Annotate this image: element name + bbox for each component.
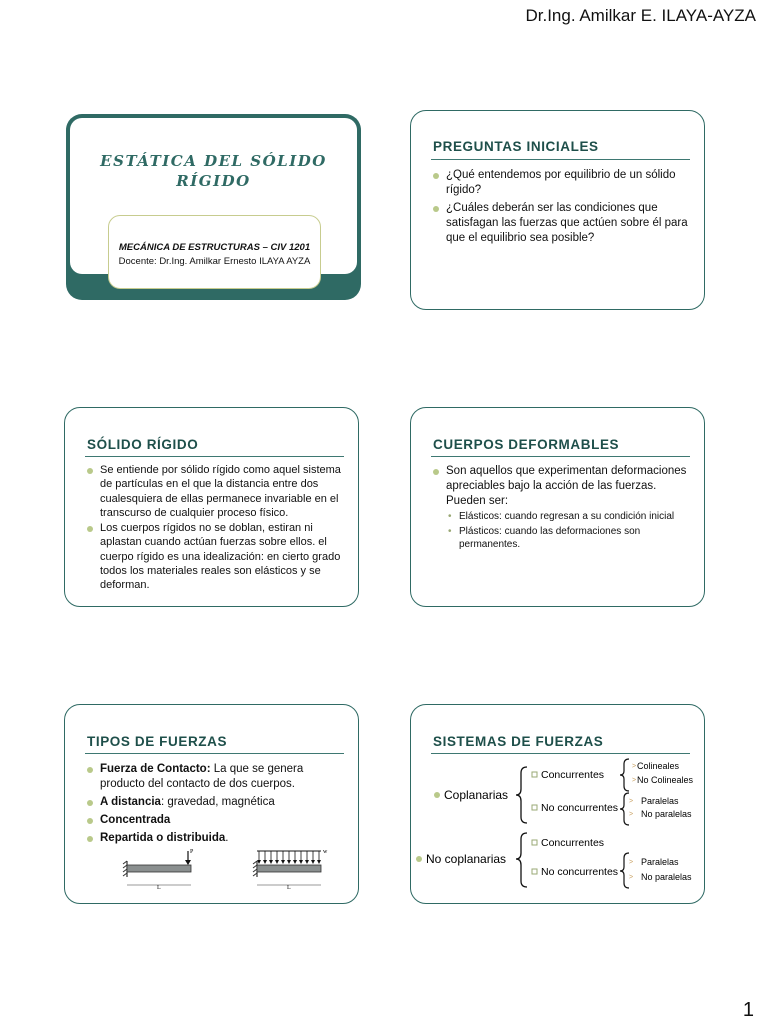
title-divider xyxy=(431,456,690,457)
label-l: L xyxy=(287,885,291,891)
load-arrow-head xyxy=(311,860,315,864)
square-bullet xyxy=(532,772,537,777)
label-no-concurrentes: No concurrentes xyxy=(541,802,619,814)
period: . xyxy=(225,832,229,844)
load-arrow-head xyxy=(299,860,303,864)
wall-support xyxy=(123,861,127,877)
course-name: MECÁNICA DE ESTRUCTURAS – CIV 1201 xyxy=(118,242,311,253)
sub-list-item: • Elásticos: cuando regresan a su condición inicial xyxy=(446,510,690,523)
label-paralelas: Paralelas xyxy=(641,796,679,806)
label-p: P xyxy=(190,849,194,855)
load-arrow-head xyxy=(275,860,279,864)
desc-distancia: : gravedad, magnética xyxy=(160,796,275,808)
load-arrow-head xyxy=(287,860,291,864)
arrow-bullet: > xyxy=(632,763,637,770)
brace-concurrentes xyxy=(620,759,629,791)
term-repartida: Repartida o distribuida xyxy=(100,832,226,844)
page-author: Dr.Ing. Amilkar E. ILAYA-AYZA xyxy=(525,6,756,25)
brace-no-concurrentes-2 xyxy=(620,853,629,888)
title-divider xyxy=(85,753,344,754)
label-colineales: Colineales xyxy=(637,761,680,771)
slide-preguntas xyxy=(410,110,705,310)
slide-cover xyxy=(66,114,361,300)
brace-no-coplanarias xyxy=(516,833,527,887)
arrow-bullet: > xyxy=(632,777,637,784)
load-arrow-head xyxy=(257,860,261,864)
bullet-list xyxy=(87,762,344,849)
concentrated-load-diagram xyxy=(121,847,201,897)
bullet-dot xyxy=(434,792,440,798)
list-item: Los cuerpos rígidos no se doblan, estiran ni aplastan cuando actúan fuerzas sobre ellos. el cuerpo rígido es una idealización: en cierto grado todos los materiales reales son elásticos y se deforman. xyxy=(87,521,344,592)
bullet-list xyxy=(87,463,344,594)
slide-cuerpos-deformables xyxy=(410,407,705,607)
arrow-bullet: > xyxy=(629,811,634,818)
square-bullet xyxy=(532,840,537,845)
list-item-text: Son aquellos que experimentan deformaciones apreciables bajo la acción de las fuerzas. Pueden ser: xyxy=(446,465,687,507)
list-item xyxy=(87,831,344,846)
list-item: Se entiende por sólido rígido como aquel sistema de partículas en el que la distancia entre dos cualesquiera de ellas permanece invariable en el transcurso de cualquier proceso físico. xyxy=(87,463,344,520)
slide-title: CUERPOS DEFORMABLES xyxy=(433,437,620,452)
slide-title: PREGUNTAS INICIALES xyxy=(433,139,599,154)
brace-no-concurrentes xyxy=(620,793,629,825)
wall-support xyxy=(253,861,257,877)
arrow-bullet: > xyxy=(629,874,634,881)
list-item xyxy=(433,464,690,551)
arrow-bullet: > xyxy=(629,859,634,866)
label-no-concurrentes: No concurrentes xyxy=(541,866,619,878)
cover-title xyxy=(70,151,357,191)
square-bullet xyxy=(532,805,537,810)
label-no-paralelas: No paralelas xyxy=(641,809,692,819)
bullet-dot xyxy=(416,856,422,862)
desc-contacto: La que se genera producto del contacto de dos cuerpos. xyxy=(100,763,304,790)
slide-title: TIPOS DE FUERZAS xyxy=(87,734,228,749)
label-w: w xyxy=(323,849,328,855)
title-divider xyxy=(85,456,344,457)
bullet-list xyxy=(433,168,690,249)
bullet-list xyxy=(433,464,690,554)
distributed-load-diagram xyxy=(251,847,331,897)
load-arrow-head xyxy=(293,860,297,864)
load-arrow-head xyxy=(281,860,285,864)
list-item xyxy=(87,762,344,792)
slide-sistemas-fuerzas xyxy=(410,704,705,904)
slide-title: SÓLIDO RÍGIDO xyxy=(87,437,199,452)
label-concurrentes: Concurrentes xyxy=(541,837,605,849)
list-item: ¿Cuáles deberán ser las condiciones que satisfagan las fuerzas que actúen sobre él para que el equilibrio sea posible? xyxy=(433,201,690,246)
page-number: 1 xyxy=(742,999,754,1021)
beam xyxy=(127,865,191,872)
term-concentrada: Concentrada xyxy=(100,814,171,826)
title-divider xyxy=(431,159,690,160)
term-contacto: Fuerza de Contacto: xyxy=(100,763,211,775)
list-item: ¿Qué entendemos por equilibrio de un sólido rígido? xyxy=(433,168,690,198)
beam xyxy=(257,865,321,872)
sub-list xyxy=(446,510,690,551)
arrow-bullet: > xyxy=(629,798,634,805)
list-item xyxy=(87,813,344,828)
sub-list-item: • Plásticos: cuando las deformaciones son permanentes. xyxy=(446,525,690,551)
load-arrow-head xyxy=(269,860,273,864)
slide-title: SISTEMAS DE FUERZAS xyxy=(433,734,604,749)
label-coplanarias: Coplanarias xyxy=(444,788,509,802)
label-concurrentes: Concurrentes xyxy=(541,769,605,781)
force-systems-tree xyxy=(411,705,706,905)
cover-title-line2: RÍGIDO xyxy=(176,172,251,190)
cover-info-box xyxy=(108,215,321,289)
teacher-name: Docente: Dr.Ing. Amilkar Ernesto ILAYA AYZA xyxy=(118,256,311,267)
slide-tipos-fuerzas xyxy=(64,704,359,904)
square-bullet xyxy=(532,869,537,874)
term-distancia: A distancia xyxy=(100,796,161,808)
label-paralelas: Paralelas xyxy=(641,857,679,867)
distributed-load-arrows xyxy=(257,851,321,864)
label-l: L xyxy=(157,885,161,891)
slide-solido-rigido xyxy=(64,407,359,607)
brace-coplanarias xyxy=(516,767,527,823)
load-arrow-head xyxy=(263,860,267,864)
label-no-coplanarias: No coplanarias xyxy=(426,852,507,866)
load-arrow-head xyxy=(305,860,309,864)
load-arrow-head xyxy=(317,860,321,864)
cover-panel xyxy=(70,118,357,274)
cover-title-line1: ESTÁTICA DEL SÓLIDO xyxy=(100,152,327,170)
list-item xyxy=(87,795,344,810)
label-no-colineales: No Colineales xyxy=(637,775,694,785)
label-no-paralelas: No paralelas xyxy=(641,872,692,882)
